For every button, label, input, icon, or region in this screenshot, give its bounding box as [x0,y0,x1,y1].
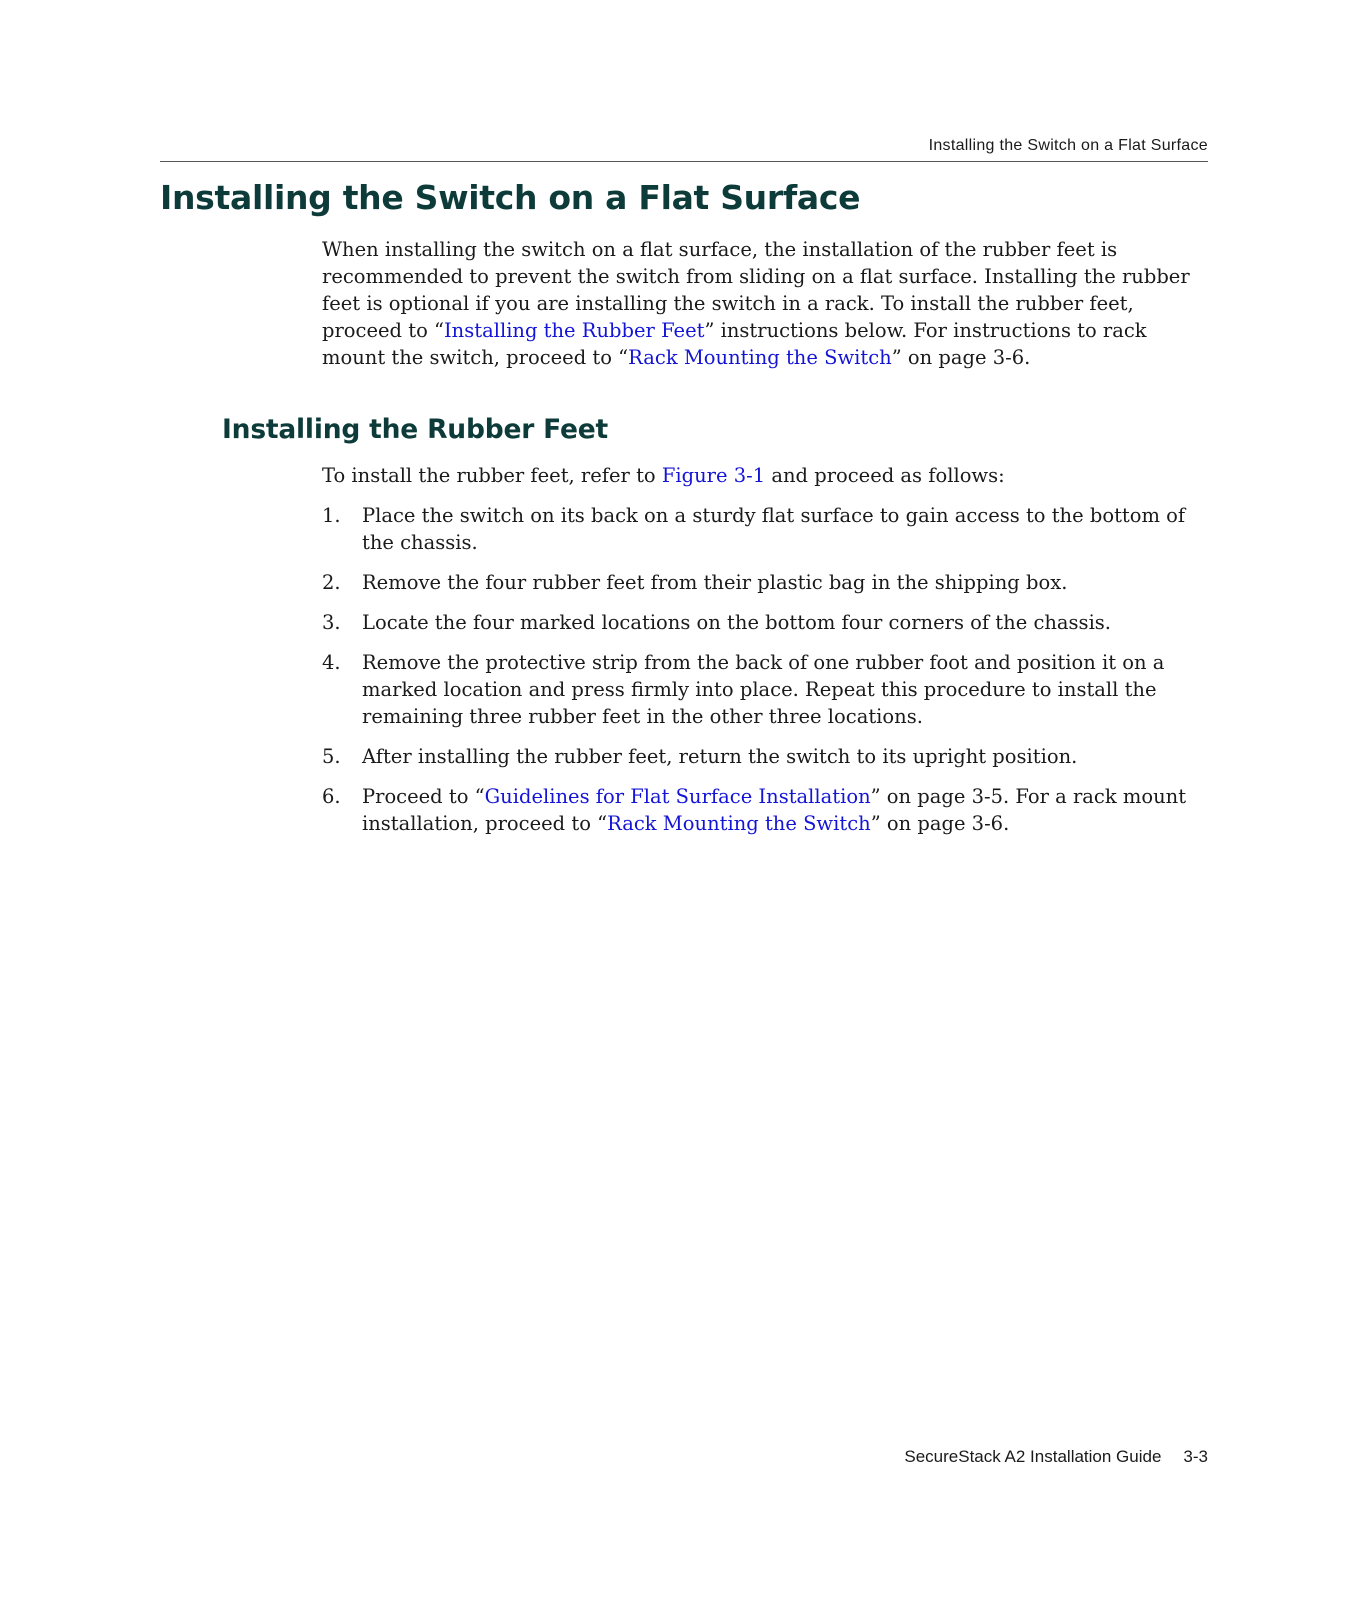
list-item [322,743,1212,770]
lead-text-2: and proceed as follows: [765,464,1005,487]
intro-text-2: ” instructions below. For instructions to rack mount the switch, proceed to “ [322,319,1147,369]
page-footer [160,1447,1208,1467]
section-lead [322,462,1212,489]
intro-paragraph [322,236,1212,371]
step-text-2: ” on page 3-5. For a rack mount installation, proceed to “ [362,785,1187,835]
step-text-3: ” on page 3-6. [870,812,1010,835]
step-text-1: Proceed to “ [362,785,485,808]
step-number: 4. [322,651,341,674]
step-text: Place the switch on its back on a sturdy flat surface to gain access to the bottom of the chassis. [362,504,1186,554]
section-title: Installing the Rubber Feet [222,414,609,445]
list-item [322,609,1212,636]
step-number: 1. [322,504,341,527]
link-figure-3-1[interactable]: Figure 3-1 [661,464,766,487]
list-item [322,783,1212,837]
step-text: Locate the four marked locations on the bottom four corners of the chassis. [362,611,1112,634]
step-number: 2. [322,571,341,594]
lead-text-1: To install the rubber feet, refer to [322,464,662,487]
list-item [322,502,1212,556]
header-rule [160,161,1208,162]
link-guidelines-flat-surface[interactable]: Guidelines for Flat Surface Installation [484,785,871,808]
steps-list [322,502,1212,850]
step-number: 6. [322,785,341,808]
intro-text-1: When installing the switch on a flat surface, the installation of the rubber feet is recommended to prevent the switch from sliding on a flat surface. Installing the rubber feet is optional if you are installing the switch in a rack. To install the rubber feet, proceed to “ [322,238,1190,342]
running-header: Installing the Switch on a Flat Surface [928,137,1208,154]
step-number: 3. [322,611,341,634]
link-rack-mounting-switch[interactable]: Rack Mounting the Switch [628,346,892,369]
footer-guide-title: SecureStack A2 Installation Guide [904,1447,1162,1466]
list-item [322,649,1212,730]
list-item [322,569,1212,596]
step-number: 5. [322,745,341,768]
step-text: Remove the protective strip from the back of one rubber foot and position it on a marked location and press firmly into place. Repeat this procedure to install the remaining three rubber feet in the other three locations. [362,651,1165,728]
page-title: Installing the Switch on a Flat Surface [160,178,861,217]
step-text: After installing the rubber feet, return the switch to its upright position. [362,745,1078,768]
footer-page-number: 3-3 [1183,1447,1208,1466]
step-text: Remove the four rubber feet from their plastic bag in the shipping box. [362,571,1068,594]
link-rack-mounting-switch-2[interactable]: Rack Mounting the Switch [607,812,871,835]
link-installing-rubber-feet[interactable]: Installing the Rubber Feet [443,319,705,342]
intro-text-3: ” on page 3-6. [891,346,1031,369]
